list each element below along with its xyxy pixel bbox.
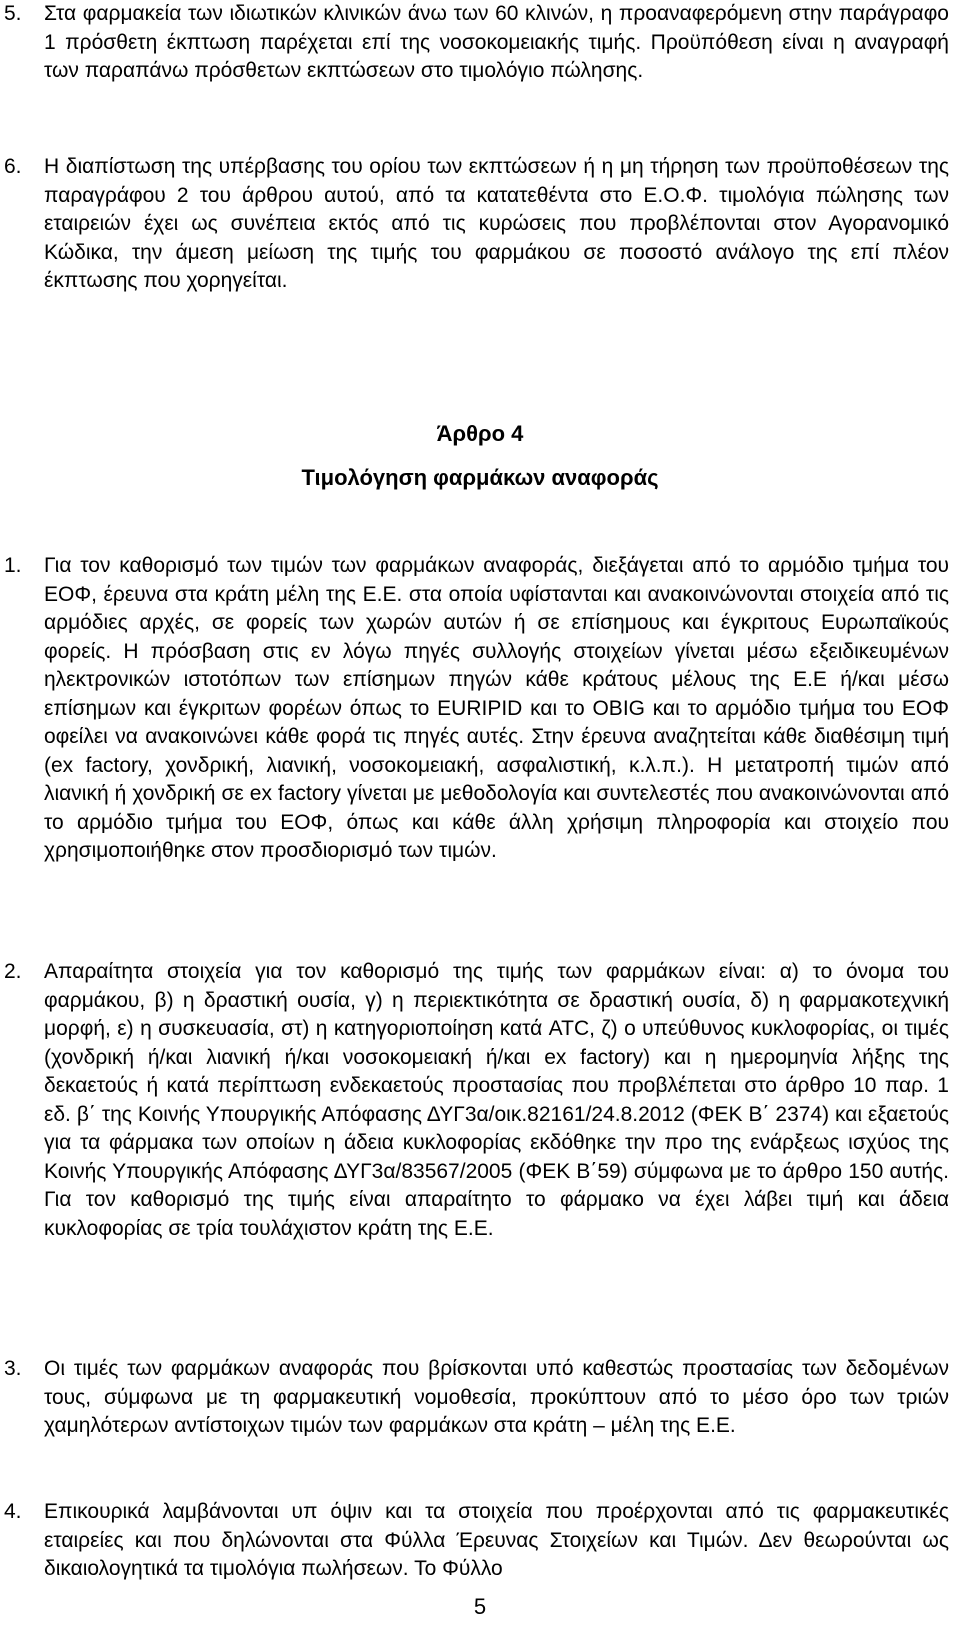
paragraph-number: 2.	[4, 960, 22, 983]
article-paragraph-1	[4, 552, 949, 866]
paragraph-number: 3.	[4, 1357, 22, 1380]
paragraph-6	[4, 153, 949, 296]
paragraph-text: Στα φαρμακεία των ιδιωτικών κλινικών άνω των 60 κλινών, η προαναφερόμενη στην παράγραφο 1 πρόσθετη έκπτωση παρέχεται επί της νοσοκομειακής τιμής. Προϋπόθεση είναι η αναγραφή των παραπάνω πρόσθετων εκπτώσεων στο τιμολόγιο πώλησης.	[44, 2, 949, 82]
article-paragraph-3	[4, 1355, 949, 1441]
paragraph-text: Οι τιμές των φαρμάκων αναφοράς που βρίσκονται υπό καθεστώς προστασίας των δεδομένων τους, σύμφωνα με τη φαρμακευτική νομοθεσία, προκύπτουν από το μέσο όρο των τριών χαμηλότερων αντίστοιχων τιμών των φαρμάκων στα κράτη – μέλη της Ε.Ε.	[44, 1357, 949, 1437]
article-title: Τιμολόγηση φαρμάκων αναφοράς	[301, 465, 659, 490]
page-number: 5	[473, 1594, 487, 1619]
paragraph-text: Η διαπίστωση της υπέρβασης του ορίου των εκπτώσεων ή η μη τήρηση των προϋποθέσεων της παραγράφου 2 του άρθρου αυτού, από τα κατατεθέντα στο Ε.Ο.Φ. τιμολόγια πώλησης των εταιρειών έχει ως συνέπεια εκτός από τις κυρώσεις που προβλέπονται στον Αγορανομικό Κώδικα, την άμεση μείωση της τιμής του φαρμάκου σε ποσοστό ανάλογο της επί πλέον έκπτωσης που χορηγείται.	[44, 155, 949, 292]
article-paragraph-4	[4, 1498, 949, 1584]
article-number: Άρθρο 4	[436, 421, 524, 446]
paragraph-number: 4.	[4, 1500, 22, 1523]
paragraph-text: Για τον καθορισμό των τιμών των φαρμάκων αναφοράς, διεξάγεται από το αρμόδιο τμήμα του ΕΟΦ, έρευνα στα κράτη μέλη της Ε.Ε. στα οποία υφίστανται και ανακοινώνονται στοιχεία από τις αρμόδιες αρχές, σε φορείς των χωρών αυτών ή σε επίσημους και έγκριτους Ευρωπαϊκούς φορείς. Η πρόσβαση στις εν λόγω πηγές συλλογής στοιχείων γίνεται μέσω εξειδικευμένων ηλεκτρονικών ιστοτόπων των επίσημων πηγών κάθε κράτους μέλους της Ε.Ε ή/και μέσω επίσημων και έγκριτων φορέων όπως το EURIPID και το OBIG και το αρμόδιο τμήμα του ΕΟΦ οφείλει να ανακοινώνει κάθε φορά τις πηγές αυτές. Στην έρευνα αναζητείται κάθε διαθέσιμη τιμή (ex factory, χονδρική, λιανική, νοσοκομειακή, ασφαλιστική, κ.λ.π.). Η μετατροπή τιμών από λιανική ή χονδρική σε ex factory γίνεται με μεθοδολογία και συντελεστές που ανακοινώνονται από το αρμόδιο τμήμα του ΕΟΦ, όπως και κάθε άλλη χρήσιμη πληροφορία και στοιχείο που χρησιμοποιήθηκε στον προσδιορισμό των τιμών.	[44, 554, 949, 862]
paragraph-text: Επικουρικά λαμβάνονται υπ όψιν και τα στοιχεία που προέρχονται από τις φαρμακευτικές εταιρείες και που δηλώνονται στα Φύλλα Έρευνας Στοιχείων και Τιμών. Δεν θεωρούνται ως δικαιολογητικά τα τιμολόγια πωλήσεων. Το Φύλλο	[44, 1500, 949, 1580]
paragraph-5	[4, 0, 949, 86]
paragraph-number: 6.	[4, 155, 22, 178]
article-paragraph-2	[4, 958, 949, 1243]
paragraph-number: 5.	[4, 2, 22, 25]
paragraph-number: 1.	[4, 554, 22, 577]
paragraph-text: Απαραίτητα στοιχεία για τον καθορισμό της τιμής των φαρμάκων είναι: α) το όνομα του φαρμάκου, β) η δραστική ουσία, γ) η περιεκτικότητα σε δραστική ουσία, δ) η φαρμακοτεχνική μορφή, ε) η συσκευασία, στ) η κατηγοριοποίηση κατά ATC, ζ) ο υπεύθυνος κυκλοφορίας, οι τιμές (χονδρική ή/και λιανική ή/και νοσοκομειακή ή/και ex factory) και η ημερομηνία λήξης της δεκαετούς ή κατά περίπτωση ενδεκαετούς προστασίας που προβλέπεται στο άρθρο 10 παρ. 1 εδ. β΄ της Κοινής Υπουργικής Απόφασης ΔΥΓ3α/οικ.82161/24.8.2012 (ΦΕΚ Β΄ 2374) και εξαετούς για τα φάρμακα των οποίων η άδεια κυκλοφορίας εκδόθηκε την προ της ενάρξεως ισχύος της Κοινής Υπουργικής Απόφασης ΔΥΓ3α/83567/2005 (ΦΕΚ Β΄59) σύμφωνα με το άρθρο 150 αυτής. Για τον καθορισμό της τιμής είναι απαραίτητο το φάρμακο να έχει λάβει τιμή και άδεια κυκλοφορίας σε τρία τουλάχιστον κράτη της Ε.Ε.	[44, 960, 949, 1240]
